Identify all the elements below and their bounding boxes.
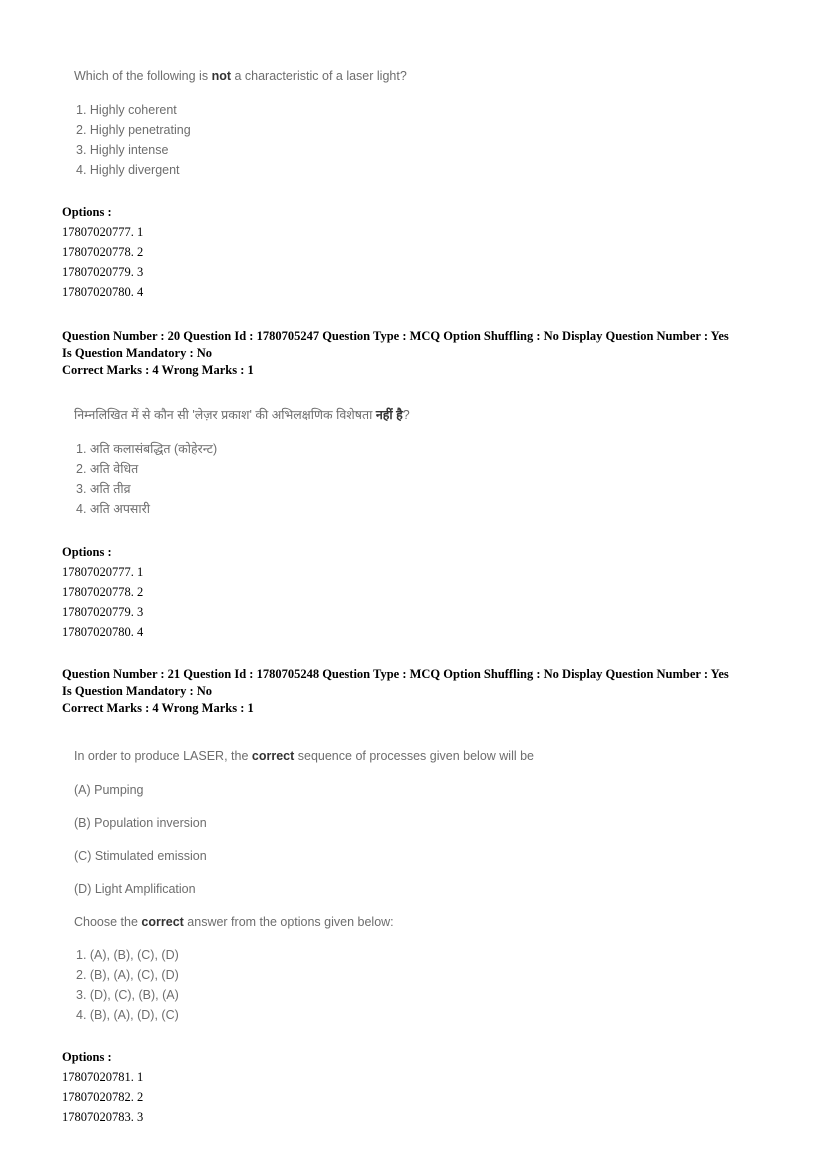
q19-choice-1: 1. Highly coherent [76, 103, 177, 117]
q20-choice-4: 4. अति अपसारी [76, 502, 150, 516]
q19-option-1: 17807020777. 1 [62, 225, 144, 239]
q20-option-4: 17807020780. 4 [62, 625, 144, 639]
q19-choice-4: 4. Highly divergent [76, 163, 180, 177]
q19-question-image [74, 66, 407, 180]
q21-meta-line2: Is Question Mandatory : No [62, 684, 213, 698]
q21-item-d: (D) Light Amplification [74, 882, 196, 896]
q21-choice-3: 3. (D), (C), (B), (A) [76, 988, 179, 1002]
q20-choice-1: 1. अति कलासंबद्धित (कोहेरन्ट) [76, 442, 218, 456]
q20-choice-2: 2. अति वेधित [76, 462, 139, 476]
q20-meta-line1: Question Number : 20 Question Id : 1780705247 Question Type : MCQ Option Shuffling : No Display Question Number : Yes [62, 329, 729, 343]
q21-choice-2: 2. (B), (A), (C), (D) [76, 968, 179, 982]
q21-meta [62, 666, 802, 717]
q20-options-label: Options : [62, 545, 112, 559]
q20-meta-line2: Is Question Mandatory : No [62, 346, 213, 360]
q19-option-4: 17807020780. 4 [62, 285, 144, 299]
q21-choose-instruction: Choose the correct answer from the options given below: [74, 915, 394, 929]
q19-option-2: 17807020778. 2 [62, 245, 144, 259]
q20-question-image [74, 405, 410, 519]
q20-meta-line3: Correct Marks : 4 Wrong Marks : 1 [62, 363, 254, 377]
q21-option-1: 17807020781. 1 [62, 1070, 144, 1084]
q20-choice-3: 3. अति तीव्र [76, 482, 131, 496]
q21-option-3: 17807020783. 3 [62, 1110, 144, 1124]
q21-options-list [62, 1067, 143, 1127]
q21-choice-1: 1. (A), (B), (C), (D) [76, 948, 179, 962]
q21-stem: In order to produce LASER, the correct sequence of processes given below will be [74, 749, 535, 763]
q19-options-label: Options : [62, 205, 112, 219]
q21-item-c: (C) Stimulated emission [74, 849, 207, 863]
q20-stem: निम्नलिखित में से कौन सी 'लेज़र प्रकाश' की अभिलक्षणिक विशेषता नहीं है? [74, 408, 410, 422]
q21-choice-4: 4. (B), (A), (D), (C) [76, 1008, 179, 1022]
q21-question-image [74, 746, 534, 1025]
q21-options-label: Options : [62, 1050, 112, 1064]
q21-meta-line3: Correct Marks : 4 Wrong Marks : 1 [62, 701, 254, 715]
q19-choice-3: 3. Highly intense [76, 143, 169, 157]
q20-option-3: 17807020779. 3 [62, 605, 144, 619]
q20-option-2: 17807020778. 2 [62, 585, 144, 599]
q21-item-b: (B) Population inversion [74, 816, 207, 830]
q20-meta [62, 328, 802, 379]
q21-meta-line1: Question Number : 21 Question Id : 1780705248 Question Type : MCQ Option Shuffling : No Display Question Number : Yes [62, 667, 729, 681]
q19-stem: Which of the following is not a characteristic of a laser light? [74, 69, 407, 83]
q19-choice-2: 2. Highly penetrating [76, 123, 191, 137]
q19-option-3: 17807020779. 3 [62, 265, 144, 279]
q19-options-list [62, 222, 143, 302]
q21-option-2: 17807020782. 2 [62, 1090, 144, 1104]
q20-option-1: 17807020777. 1 [62, 565, 144, 579]
q20-options-list [62, 562, 143, 642]
q21-item-a: (A) Pumping [74, 783, 144, 797]
